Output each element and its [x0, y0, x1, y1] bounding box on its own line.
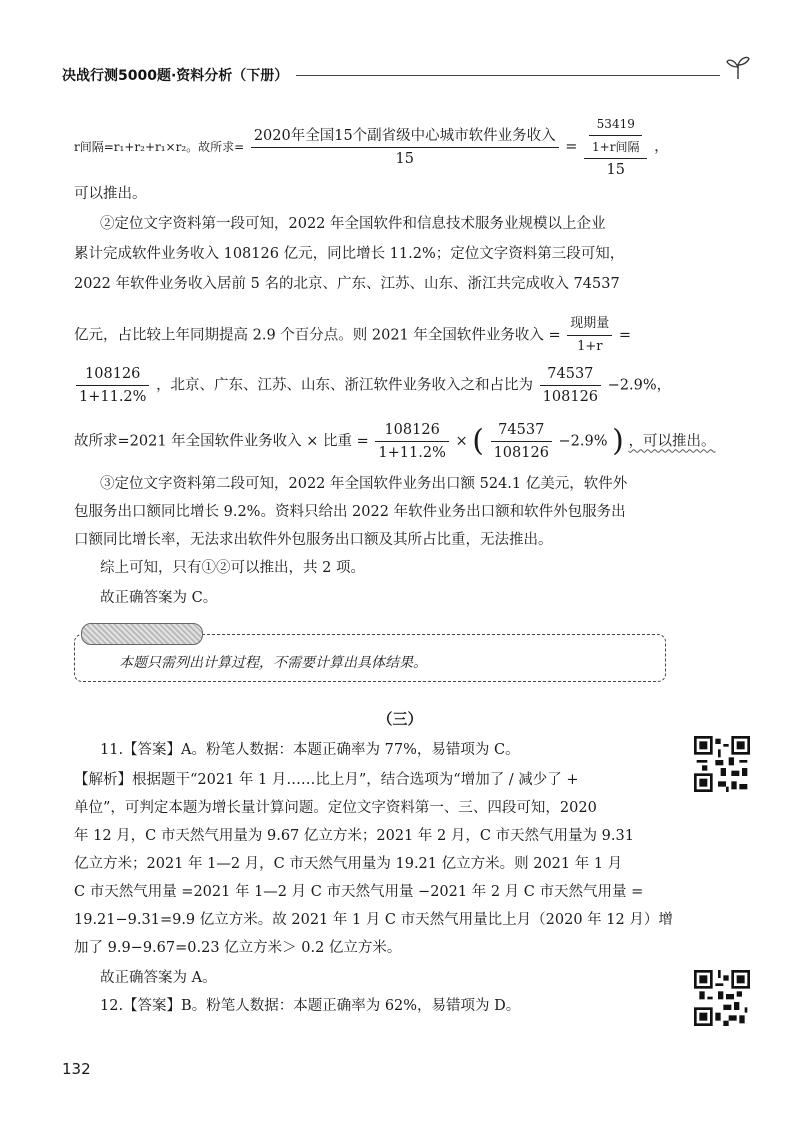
text-line: 19.21−9.31=9.9 亿立方米。故 2021 年 1 月 C 市天然气用量比上月（2020 年 12 月）增 [74, 912, 673, 928]
note-tag-icon [81, 623, 203, 645]
note-box [74, 634, 666, 682]
nested-fraction: $\frac{\frac{53419}{\text{1+r间隔}}}{15}$ [584, 114, 647, 180]
text-line: 2022 年软件业务收入居前 5 名的北京、广东、江苏、山东、浙江共完成收入 74537 [74, 276, 620, 292]
qr-code-icon[interactable] [694, 736, 750, 792]
text-line: 故正确答案为 C。 [100, 590, 218, 606]
text-line: 累计完成软件业务收入 108126 亿元，同比增长 11.2%；定位文字资料第三段可知， [74, 246, 625, 262]
page-number: 132 [62, 1060, 91, 1078]
qr-code-icon[interactable] [694, 970, 750, 1026]
fraction: $\frac{74537}{108126}$ [540, 364, 601, 407]
page-header [62, 62, 752, 88]
text-line: 故所求=2021 年全国软件业务收入 × 比重 = $\frac{108126}{1+11.2\%}$ × ( $\frac{74537}{108126}$ −2.9% ) ，可以推出。 [74, 422, 716, 461]
text-line: 可以推出。 [74, 186, 147, 202]
note-text: 本题只需列出计算过程，不需要计算出具体结果。 [119, 655, 427, 671]
text-line: 包服务出口额同比增长 9.2%。资料只给出 2022 年软件业务出口额和软件外包服务出 [74, 504, 626, 520]
text-line: ③定位文字资料第二段可知，2022 年全国软件业务出口额 524.1 亿美元，软件外 [100, 476, 628, 492]
text-line: 12.【答案】B。粉笔人数据：本题正确率为 62%，易错项为 D。 [100, 998, 521, 1014]
text-line: 综上可知，只有①②可以推出，共 2 项。 [100, 560, 365, 576]
fraction: $\frac{74537}{108126}$ [491, 420, 552, 463]
fraction: $\frac{108126}{1+11.2\%}$ [375, 420, 448, 463]
fraction: $\frac{\text{2020年全国15个副省级中心城市软件业务收入}}{15}$ [251, 126, 559, 169]
text-line: 亿元，占比较上年同期提高 2.9 个百分点。则 2021 年全国软件业务收入 = $\frac{\text{现期量}}{1+r}$ = [74, 314, 631, 357]
text-line: 单位”，可判定本题为增长量计算问题。定位文字资料第一、三、四段可知，2020 [74, 800, 597, 816]
fraction: $\frac{\text{现期量}}{1+r}$ [567, 314, 612, 357]
header-rule [296, 75, 720, 76]
text-line: 年 12 月，C 市天然气用量为 9.67 亿立方米；2021 年 2 月，C 市天然气用量为 9.31 [74, 828, 634, 844]
text-line: 11.【答案】A。粉笔人数据：本题正确率为 77%，易错项为 C。 [100, 742, 520, 758]
text-line: 亿立方米；2021 年 1—2 月，C 市天然气用量为 19.21 亿立方米。则 2021 年 1 月 [74, 856, 623, 872]
text-line: C 市天然气用量 =2021 年 1—2 月 C 市天然气用量 −2021 年 2 月 C 市天然气用量 = [74, 884, 644, 900]
text-line: 加了 9.9−9.67=0.23 亿立方米＞ 0.2 亿立方米。 [74, 940, 402, 956]
fraction: $\frac{108126}{1+11.2\%}$ [76, 364, 149, 407]
text-line: 【解析】根据题干“2021 年 1 月……比上月”，结合选项为“增加了 / 减少了 + [74, 772, 579, 788]
formula-top: r间隔=r₁+r₂+r₁×r₂。故所求= $\frac{\text{2020年全国15个副省级中心城市软件业务收入}}{15}$ = $\frac{\frac{53419}{\text{1+r间隔}}}{15}$ ， [74, 114, 669, 180]
header-title: 决战行测5000题·资料分析（下册） [62, 68, 289, 84]
sprout-icon [724, 53, 752, 81]
text-line: 口额同比增长率，无法求出软件外包服务出口额及其所占比重，无法推出。 [74, 532, 553, 548]
formula-prefix: r间隔=r₁+r₂+r₁×r₂。故所求= [74, 140, 245, 154]
section-heading: （三） [377, 710, 423, 728]
text-line: ②定位文字资料第一段可知，2022 年全国软件和信息技术服务业规模以上企业 [100, 216, 606, 232]
text-line: 故正确答案为 A。 [100, 970, 217, 986]
text-line: $\frac{108126}{1+11.2\%}$ ，北京、广东、江苏、山东、浙江软件业务收入之和占比为 $\frac{74537}{108126}$ −2.9%， [74, 364, 671, 407]
